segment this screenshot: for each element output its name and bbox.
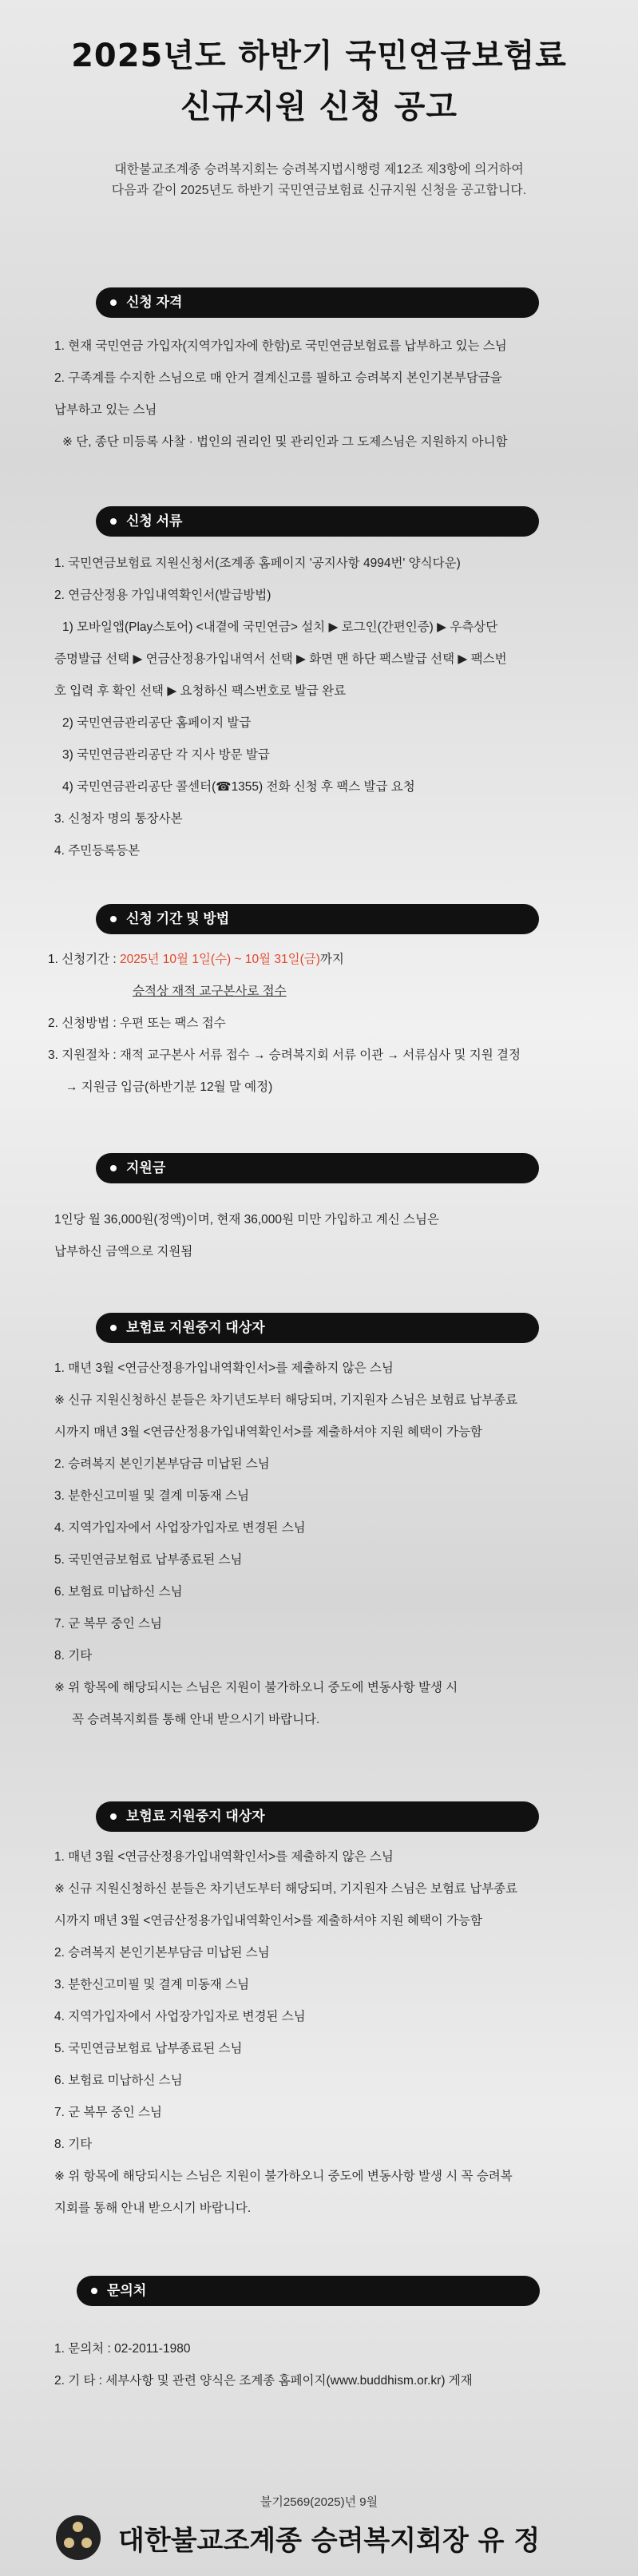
intro-line-2: 다음과 같이 2025년도 하반기 국민연금보험료 신규지원 신청을 공고합니다. (111, 184, 527, 197)
list-note: ※ 위 항목에 해당되시는 스님은 지원이 불가하오니 중도에 변동사항 발생 시 꼭 승려복 (54, 2170, 513, 2183)
documents-list (54, 548, 597, 867)
list-note: ※ 단, 종단 미등록 사찰 · 법인의 권리인 및 관리인과 그 도제스님은 지원하지 아니함 (62, 435, 508, 449)
list-item: 2) 국민연금관리공단 홈페이지 발급 (62, 716, 252, 730)
list-item: 6. 보험료 미납하신 스님 (54, 1585, 183, 1599)
list-item: 8. 기타 (54, 1649, 93, 1663)
section-heading-documents: 신청 서류 (96, 506, 539, 537)
footer-date: 불기2569(2025)년 9월 (260, 2495, 378, 2509)
list-item: 7. 군 복무 중인 스님 (54, 1617, 162, 1631)
list-item: 호 입력 후 확인 선택 ▶ 요청하신 팩스번호로 발급 완료 (54, 684, 347, 698)
list-item (48, 976, 591, 1008)
list-item: 1인당 월 36,000원(정액)이며, 현재 36,000원 미만 가입하고 계신 스님은 (54, 1213, 439, 1227)
section-heading-contact: 문의처 (77, 2276, 540, 2306)
list-item: 1. 매년 3월 <연금산정용가입내역확인서>를 제출하지 않은 스님 (54, 1850, 394, 1864)
section-heading-support: 지원금 (96, 1153, 539, 1183)
intro-line-1: 대한불교조계종 승려복지회는 승려복지법시행령 제12조 제3항에 의거하여 (114, 163, 524, 176)
list-item: 1. 매년 3월 <연금산정용가입내역확인서>를 제출하지 않은 스님 (54, 1361, 394, 1375)
list-item: 2. 승려복지 본인기본부담금 미납된 스님 (54, 1457, 270, 1471)
list-item: 4. 지역가입자에서 사업장가입자로 변경된 스님 (54, 2010, 306, 2023)
list-item: 3. 신청자 명의 통장사본 (54, 812, 183, 826)
bullet-dot-icon (110, 916, 117, 922)
list-item: → 지원금 입금(하반기분 12월 말 예정) (65, 1080, 273, 1094)
list-note: 지회를 통해 안내 받으시기 바랍니다. (54, 2201, 252, 2215)
bullet-dot-icon (110, 299, 117, 306)
bullet-dot-icon (110, 1165, 117, 1171)
bullet-dot-icon (110, 1325, 117, 1331)
list-item: 1. 현재 국민연금 가입자(지역가입자에 한함)로 국민연금보험료를 납부하고 있는 스님 (54, 339, 507, 353)
list-item: 4. 주민등록등본 (54, 844, 141, 858)
list-item: 3. 분한신고미필 및 결계 미동재 스님 (54, 1978, 250, 1991)
list-item: 3. 분한신고미필 및 결계 미동재 스님 (54, 1489, 250, 1503)
period-note: 승적상 재적 교구본사로 접수 (133, 985, 287, 998)
list-item: 2. 연금산정용 가입내역확인서(발급방법) (54, 589, 271, 602)
list-item: 2. 기 타 : 세부사항 및 관련 양식은 조계종 홈페이지(www.buddhism.or.kr) 게재 (54, 2374, 473, 2388)
header (0, 0, 638, 201)
signature-text: 대한불교조계종 승려복지회장 유 정 (118, 2524, 541, 2557)
period-suffix: 까지 (319, 953, 344, 966)
list-item: 1. 국민연금보험료 지원신청서(조계종 홈페이지 '공지사항 4994번' 양식다운) (54, 557, 461, 570)
bullet-dot-icon (110, 1813, 117, 1820)
list-item: 납부하고 있는 스님 (54, 403, 157, 417)
page-title-line-1: 2025년도 하반기 국민연금보험료 (71, 38, 567, 74)
list-item: 4. 지역가입자에서 사업장가입자로 변경된 스님 (54, 1521, 306, 1535)
list-item: 2. 승려복지 본인기본부담금 미납된 스님 (54, 1946, 270, 1960)
list-item: 5. 국민연금보험료 납부종료된 스님 (54, 1553, 243, 1567)
contact-list (54, 2333, 597, 2397)
list-item: 시까지 매년 3월 <연금산정용가입내역확인서>를 제출하셔야 지원 혜택이 가능함 (54, 1914, 483, 1928)
list-item: ※ 신규 지원신청하신 분들은 차기년도부터 해당되며, 기지원자 스님은 보험료 납부종료 (54, 1393, 518, 1407)
list-note: ※ 위 항목에 해당되시는 스님은 지원이 불가하오니 중도에 변동사항 발생 시 (54, 1681, 458, 1694)
qualification-list (54, 331, 597, 458)
stop-1-list (54, 1353, 597, 1736)
section-heading-stop-1: 보험료 지원중지 대상자 (96, 1313, 539, 1343)
list-item: 3. 지원절차 : 재적 교구본사 서류 접수 → 승려복지회 서류 이관 → 서류심사 및 지원 결정 (48, 1048, 521, 1062)
period-list (48, 944, 591, 1104)
list-item: 5. 국민연금보험료 납부종료된 스님 (54, 2042, 243, 2055)
organization-seal-icon (56, 2515, 101, 2560)
list-note: 꼭 승려복지회를 통해 안내 받으시기 바랍니다. (72, 1713, 320, 1726)
intro-text (0, 160, 638, 201)
list-item: 6. 보험료 미납하신 스님 (54, 2074, 183, 2087)
bullet-dot-icon (91, 2288, 97, 2294)
list-item: 1) 모바일앱(Play스토어) <내곁에 국민연금> 설치 ▶ 로그인(간편인증) ▶ 우측상단 (62, 620, 498, 634)
period-label: 1. 신청기간 : (48, 953, 121, 966)
list-item: 8. 기타 (54, 2138, 93, 2151)
page-title-line-2: 신규지원 신청 공고 (180, 89, 458, 125)
list-item: 납부하신 금액으로 지원됨 (54, 1245, 193, 1258)
bullet-dot-icon (110, 518, 117, 525)
period-dates: 2025년 10월 1일(수) ~ 10월 31일(금) (120, 953, 320, 966)
stop-2-list (54, 1841, 597, 2225)
list-item: 시까지 매년 3월 <연금산정용가입내역확인서>를 제출하셔야 지원 혜택이 가능함 (54, 1425, 483, 1439)
list-item: 1. 문의처 : 02-2011-1980 (54, 2342, 191, 2356)
section-heading-stop-2: 보험료 지원중지 대상자 (96, 1801, 539, 1832)
list-item: 3) 국민연금관리공단 각 지사 방문 발급 (62, 748, 270, 762)
list-item: ※ 신규 지원신청하신 분들은 차기년도부터 해당되며, 기지원자 스님은 보험료 납부종료 (54, 1882, 518, 1896)
list-item (48, 944, 591, 976)
support-list (54, 1204, 597, 1268)
signature-block (56, 2514, 540, 2562)
section-heading-period: 신청 기간 및 방법 (96, 904, 539, 934)
list-item: 증명발급 선택 ▶ 연금산정용가입내역서 선택 ▶ 화면 맨 하단 팩스발급 선택 ▶ 팩스번 (54, 652, 507, 666)
list-item: 2. 신청방법 : 우편 또는 팩스 접수 (48, 1017, 226, 1030)
list-item: 7. 군 복무 중인 스님 (54, 2106, 162, 2119)
list-item: 2. 구족계를 수지한 스님으로 매 안거 결계신고를 필하고 승려복지 본인기본부담금을 (54, 371, 502, 385)
list-item: 4) 국민연금관리공단 콜센터(☎1355) 전화 신청 후 팩스 발급 요청 (62, 780, 415, 794)
section-heading-qualification: 신청 자격 (96, 287, 539, 318)
